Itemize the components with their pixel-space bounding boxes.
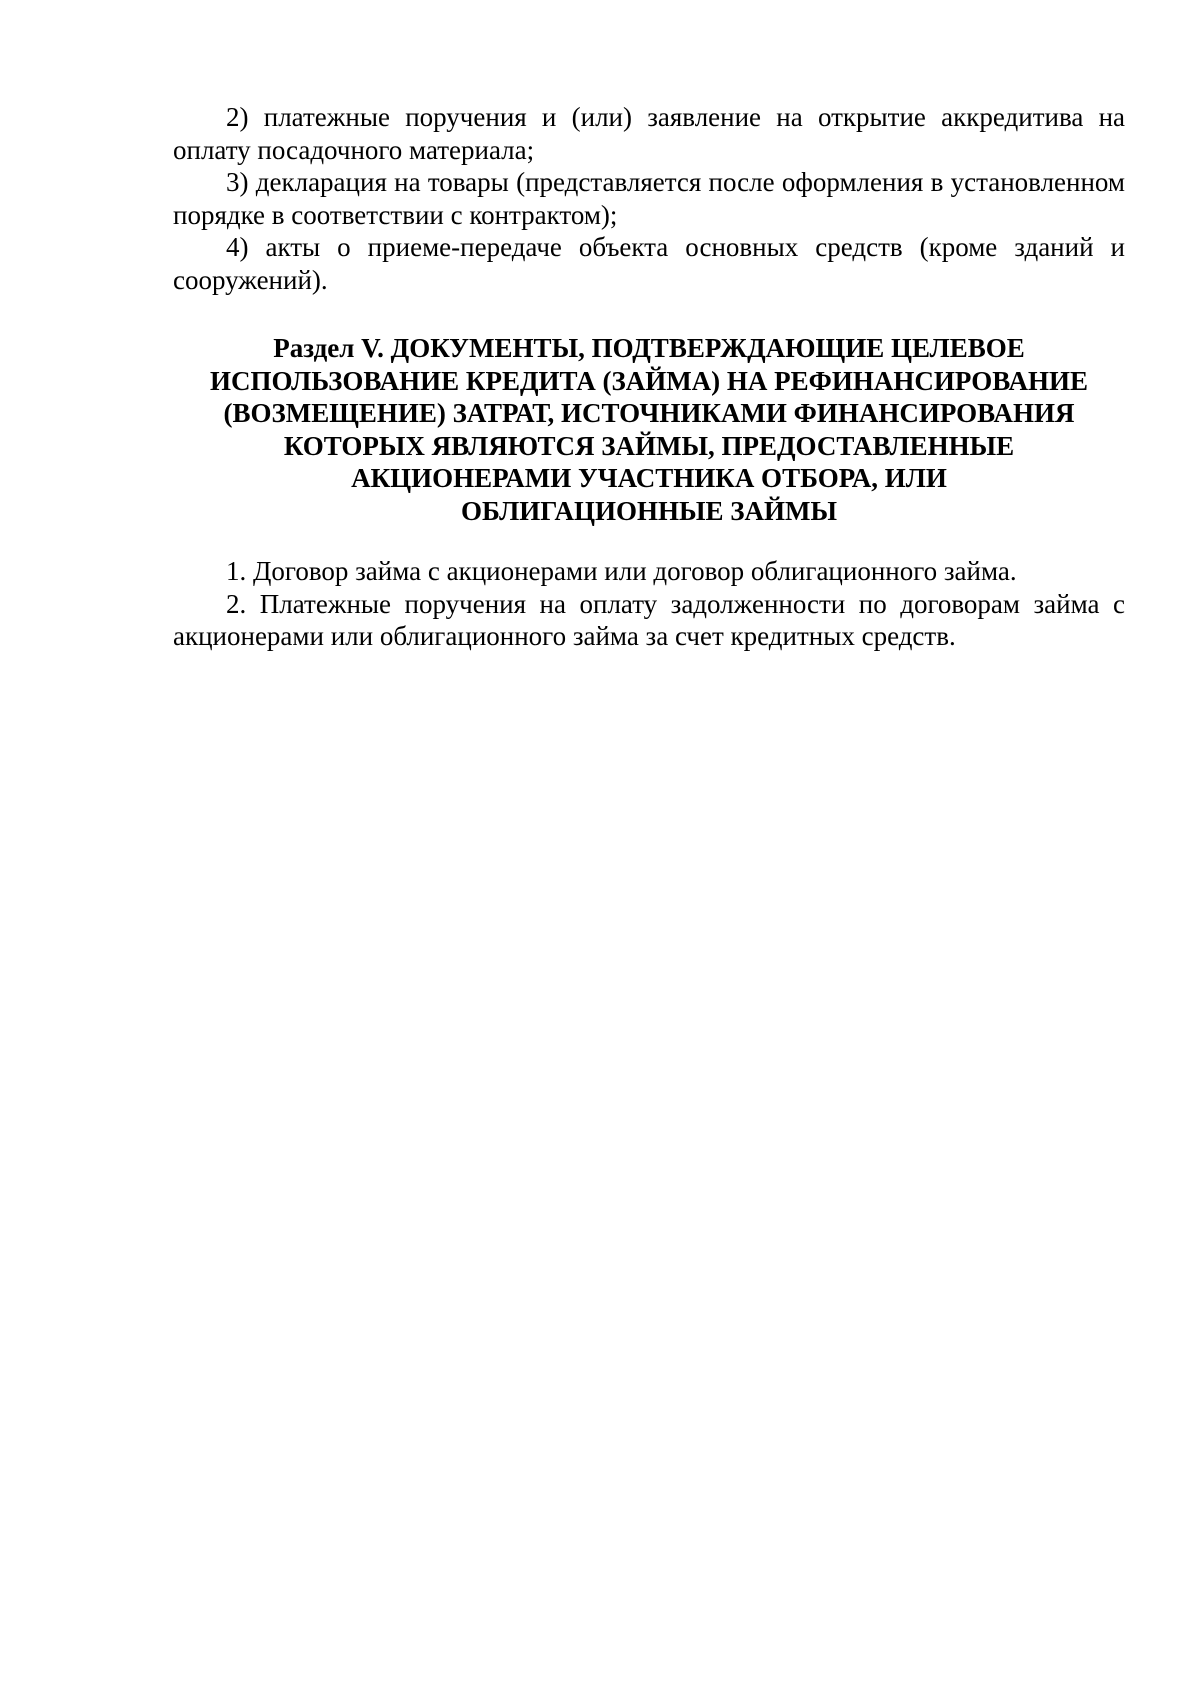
section-heading-line: ИСПОЛЬЗОВАНИЕ КРЕДИТА (ЗАЙМА) НА РЕФИНАНСИРОВАНИЕ bbox=[209, 365, 1089, 396]
list-item: 4) акты о приеме-передаче объекта основных средств (кроме зданий и сооружений). bbox=[173, 232, 1125, 295]
section-heading-line: (ВОЗМЕЩЕНИЕ) ЗАТРАТ, ИСТОЧНИКАМИ ФИНАНСИРОВАНИЯ bbox=[223, 398, 1075, 428]
list-item: 2) платежные поручения и (или) заявление на открытие аккредитива на оплату посадочного материала; bbox=[173, 102, 1125, 165]
section-heading bbox=[173, 332, 1125, 527]
section-heading-line: КОТОРЫХ ЯВЛЯЮТСЯ ЗАЙМЫ, ПРЕДОСТАВЛЕННЫЕ bbox=[283, 430, 1015, 461]
section-list bbox=[173, 555, 1125, 653]
list-item: 1. Договор займа с акционерами или договор облигационного займа. bbox=[226, 556, 1017, 586]
list-item: 2. Платежные поручения на оплату задолженности по договорам займа с акционерами или облигационного займа за счет кредитных средств. bbox=[173, 588, 1125, 651]
section-heading-line: ОБЛИГАЦИОННЫЕ ЗАЙМЫ bbox=[460, 495, 838, 526]
section-heading-line: АКЦИОНЕРАМИ УЧАСТНИКА ОТБОРА, ИЛИ bbox=[351, 463, 947, 493]
section-heading-line: Раздел V. ДОКУМЕНТЫ, ПОДТВЕРЖДАЮЩИЕ ЦЕЛЕВОЕ bbox=[273, 333, 1025, 363]
document-list-top bbox=[173, 101, 1125, 296]
list-item: 3) декларация на товары (представляется после оформления в установленном порядке в соответствии с контрактом); bbox=[173, 167, 1125, 230]
